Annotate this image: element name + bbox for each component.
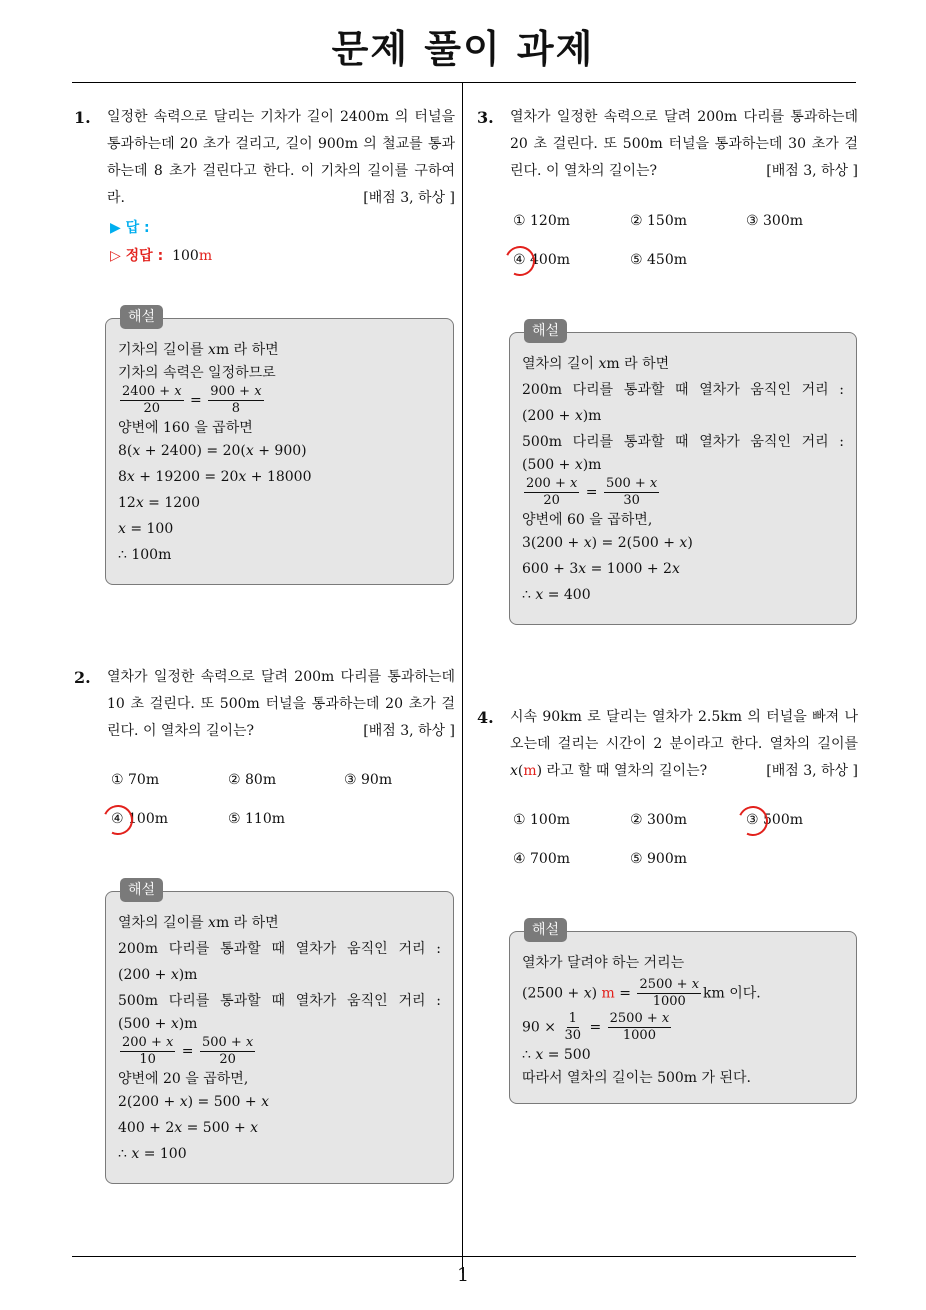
fraction: $\frac{\text{200 + 𝑥}}{20}$	[526, 476, 578, 508]
selected-answer-circle	[99, 801, 137, 839]
fraction: $\frac{\text{2500 + 𝑥}}{1000}$	[609, 1011, 670, 1043]
exp-fraction-line: $\frac{\text{200 + 𝑥}}{10}$ = $\frac{\text{500 + 𝑥}}{20}$	[122, 1035, 254, 1067]
exp-line: 200m 다리를 통과할 때 열차가 움직인 거리 :	[118, 941, 441, 957]
question-1	[74, 104, 455, 212]
question-3	[477, 104, 858, 185]
exp-line: 3(200 + 𝑥) = 2(500 + 𝑥)	[522, 535, 693, 551]
exp-fraction-line: 90 × $\frac{1}{30}$ = $\frac{\text{2500 + 𝑥}}{1000}$	[522, 1011, 670, 1043]
exp-fraction-line: (2500 + 𝑥) m = $\frac{\text{2500 + 𝑥}}{1000}$ km 이다.	[522, 977, 761, 1009]
option-2[interactable]: ② 150m	[630, 213, 687, 229]
score-meta: [배점 3, 하상 ]	[363, 723, 455, 739]
exp-line: 양변에 60 을 곱하면,	[522, 512, 653, 528]
page-number: 1	[456, 1264, 470, 1286]
question-number: 1.	[74, 108, 91, 127]
exp-fraction-line: $\frac{\text{2400 + 𝑥}}{20}$ = $\frac{\text{900 + 𝑥}}{8}$	[122, 384, 262, 416]
exp-line: 열차의 길이를 𝑥m 라 하면	[118, 915, 279, 931]
option-4[interactable]: ④ 400m	[513, 252, 570, 268]
question-text: 열차가 일정한 속력으로 달려 200m 다리를 통과하는데 10 초 걸린다. 또 500m 터널을 통과하는데 20 초가 걸린다. 이 열차의 길이는? [배점 3, 하상 ]	[107, 664, 455, 745]
selected-answer-circle	[734, 802, 772, 840]
exp-line: 열차의 길이 𝑥m 라 하면	[522, 356, 670, 372]
exp-line: ∴ 𝑥 = 400	[522, 587, 591, 603]
option-2[interactable]: ② 300m	[630, 812, 687, 828]
explanation-box-2	[105, 882, 454, 1184]
explanation-box-4	[509, 922, 857, 1104]
exp-line: 열차가 달려야 하는 거리는	[522, 955, 685, 971]
question-number: 2.	[74, 668, 91, 687]
exp-line: ∴ 𝑥 = 500	[522, 1047, 591, 1063]
option-3[interactable]: ③ 500m	[746, 812, 803, 828]
exp-line: (500 + 𝑥)m	[118, 1016, 198, 1032]
option-1[interactable]: ① 120m	[513, 213, 570, 229]
exp-line: ∴ 𝑥 = 100	[118, 1146, 187, 1162]
option-4[interactable]: ④ 700m	[513, 851, 570, 867]
exp-line: 400 + 2𝑥 = 500 + 𝑥	[118, 1120, 259, 1136]
exp-line: 양변에 160 을 곱하면	[118, 420, 253, 436]
exp-line: 500m 다리를 통과할 때 열차가 움직인 거리 :	[522, 434, 844, 450]
option-3[interactable]: ③ 90m	[344, 772, 393, 788]
explanation-tag: 해설	[120, 878, 163, 902]
exp-line: 12𝑥 = 1200	[118, 495, 200, 511]
exp-line: (500 + 𝑥)m	[522, 457, 602, 473]
explanation-tag: 해설	[120, 305, 163, 329]
fraction: $\frac{\text{900 + 𝑥}}{8}$	[210, 384, 262, 416]
fraction: $\frac{\text{500 + 𝑥}}{30}$	[605, 476, 658, 508]
score-meta: [배점 3, 하상 ]	[363, 190, 455, 206]
exp-line: 따라서 열차의 길이는 500m 가 된다.	[522, 1070, 751, 1086]
question-text: 일정한 속력으로 달리는 기차가 길이 2400m 의 터널을 통과하는데 20 초가 걸리고, 길이 900m 의 철교를 통과하는데 8 초가 걸린다고 한다. 이 기차의 길이를 구하여라. [배점 3, 하상 ]	[107, 104, 455, 212]
exp-line: 8(𝑥 + 2400) = 20(𝑥 + 900)	[118, 443, 307, 459]
correct-answer-value: 100	[172, 248, 199, 264]
page-title: 문제 풀이 과제	[331, 27, 595, 71]
question-number: 3.	[477, 108, 494, 127]
exp-line: 200m 다리를 통과할 때 열차가 움직인 거리 :	[522, 382, 844, 398]
question-4	[477, 704, 858, 785]
explanation-box-3	[509, 323, 857, 625]
option-5[interactable]: ⑤ 900m	[630, 851, 687, 867]
option-4[interactable]: ④ 100m	[111, 811, 168, 827]
exp-line: 𝑥 = 100	[118, 521, 174, 537]
fraction: $\frac{\text{2400 + 𝑥}}{20}$	[122, 384, 182, 416]
option-3[interactable]: ③ 300m	[746, 213, 803, 229]
question-text: 열차가 일정한 속력으로 달려 200m 다리를 통과하는데 20 초 걸린다. 또 500m 터널을 통과하는데 30 초가 걸린다. 이 열차의 길이는? [배점 3, 하상 ]	[510, 104, 858, 185]
correct-answer-unit: m	[198, 248, 213, 264]
top-rule	[72, 82, 856, 83]
fraction: $\frac{\text{200 + 𝑥}}{10}$	[122, 1035, 174, 1067]
exp-line: 500m 다리를 통과할 때 열차가 움직인 거리 :	[118, 993, 441, 1009]
option-5[interactable]: ⑤ 110m	[228, 811, 285, 827]
fraction: $\frac{\text{500 + 𝑥}}{20}$	[201, 1035, 254, 1067]
exp-fraction-line: $\frac{\text{200 + 𝑥}}{20}$ = $\frac{\text{500 + 𝑥}}{30}$	[526, 476, 658, 508]
score-meta: [배점 3, 하상 ]	[766, 763, 858, 779]
option-1[interactable]: ① 70m	[111, 772, 160, 788]
question-number: 4.	[477, 708, 494, 727]
question-2	[74, 664, 455, 745]
question-text: 시속 90km 로 달리는 열차가 2.5km 의 터널을 빠져 나오는데 걸리는 시간이 2 분이라고 한다. 열차의 길이를 𝑥(m) 라고 할 때 열차의 길이는? [배점 3, 하상 ]	[510, 704, 858, 785]
exp-line: ∴ 100m	[118, 547, 172, 563]
bottom-rule	[72, 1256, 856, 1257]
answer-label: ▶ 답 :	[110, 220, 150, 236]
exp-line: 양변에 20 을 곱하면,	[118, 1071, 249, 1087]
fraction: $\frac{1}{30}$	[564, 1011, 581, 1043]
explanation-tag: 해설	[524, 918, 567, 942]
exp-line: 기차의 속력은 일정하므로	[118, 365, 276, 381]
correct-answer-label: ▷ 정답 :	[110, 248, 164, 264]
explanation-tag: 해설	[524, 319, 567, 343]
exp-line: 600 + 3𝑥 = 1000 + 2𝑥	[522, 561, 680, 577]
option-1[interactable]: ① 100m	[513, 812, 570, 828]
correct-answer-line	[110, 245, 212, 265]
option-5[interactable]: ⑤ 450m	[630, 252, 687, 268]
option-2[interactable]: ② 80m	[228, 772, 277, 788]
score-meta: [배점 3, 하상 ]	[766, 163, 858, 179]
answer-line	[110, 217, 150, 237]
exp-line: 2(200 + 𝑥) = 500 + 𝑥	[118, 1094, 269, 1110]
exp-line: (200 + 𝑥)m	[522, 408, 602, 424]
exp-line: 8𝑥 + 19200 = 20𝑥 + 18000	[118, 469, 312, 485]
column-divider	[462, 83, 463, 1273]
exp-line: (200 + 𝑥)m	[118, 967, 198, 983]
explanation-box-1	[105, 309, 454, 585]
fraction: $\frac{\text{2500 + 𝑥}}{1000}$	[639, 977, 700, 1009]
selected-answer-circle	[501, 242, 539, 280]
exp-line: 기차의 길이를 𝑥m 라 하면	[118, 342, 279, 358]
